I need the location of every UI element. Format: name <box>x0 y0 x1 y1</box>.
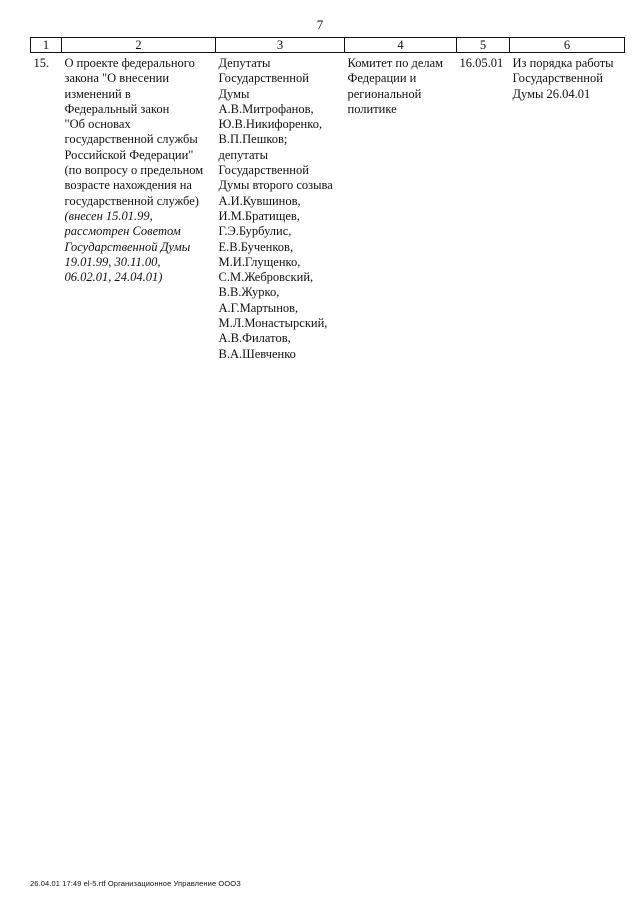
bill-title-line: Российской Федерации" <box>64 147 194 162</box>
author-line: Государственной <box>218 71 309 86</box>
author-line: А.И.Кувшинов, <box>218 193 301 208</box>
source-line: Из порядка работы <box>512 56 614 70</box>
bill-title-line: закона "О внесении <box>64 71 170 86</box>
committee-line: региональной <box>347 86 422 101</box>
column-header-4: 4 <box>345 38 457 53</box>
author-line: депутаты <box>218 147 269 162</box>
table-row <box>31 53 625 362</box>
author-line: С.М.Жебровский, <box>218 270 314 285</box>
row-number: 15. <box>33 56 50 70</box>
bill-title-line: (по вопросу о предельном <box>64 163 204 178</box>
bill-history-line: 06.02.01, 24.04.01) <box>64 270 163 285</box>
bill-history-line: рассмотрен Советом <box>64 224 181 239</box>
authors-cell <box>216 53 345 362</box>
bill-title-line: изменений в <box>64 86 131 101</box>
bill-title-line: О проекте федерального <box>64 56 195 70</box>
committee-line: Комитет по делам <box>347 56 444 70</box>
committee-line: политике <box>347 101 397 116</box>
column-header-2: 2 <box>62 38 216 53</box>
print-footer: 26.04.01 17:49 el-5.rtf Организационное Управление ОООЗ <box>30 879 241 888</box>
bill-history-line: Государственной Думы <box>64 239 191 254</box>
bill-title-line: государственной службы <box>64 132 198 147</box>
bill-title-line: Федеральный закон <box>64 101 170 116</box>
column-header-6: 6 <box>510 38 625 53</box>
author-line: А.Г.Мартынов, <box>218 300 299 315</box>
author-line: В.А.Шевченко <box>218 346 296 361</box>
bill-title-cell <box>62 53 216 362</box>
author-line: В.В.Журко, <box>218 285 280 300</box>
source-line: Государственной <box>512 71 603 86</box>
bill-history-line: (внесен 15.01.99, <box>64 208 153 223</box>
author-line: А.В.Митрофанов, <box>218 101 314 116</box>
page-number: 7 <box>316 17 324 32</box>
column-header-1: 1 <box>31 38 62 53</box>
author-line: В.П.Пешков; <box>218 132 288 147</box>
bill-history-line: 19.01.99, 30.11.00, <box>64 254 161 269</box>
author-line: Г.Э.Бурбулис, <box>218 224 292 239</box>
author-line: Е.В.Бученков, <box>218 239 294 254</box>
committee-cell <box>345 53 457 362</box>
author-line: Депутаты <box>218 56 271 70</box>
bill-title-line: "Об основах <box>64 117 131 132</box>
author-line: Думы второго созыва <box>218 178 333 193</box>
author-line: М.Л.Монастырский, <box>218 316 328 331</box>
date-cell: 16.05.01 <box>459 56 504 70</box>
bill-title-line: возрасте нахождения на <box>64 178 192 193</box>
agenda-table <box>30 37 625 362</box>
column-header-3: 3 <box>216 38 345 53</box>
bill-title-line: государственной службе) <box>64 193 199 208</box>
header-row <box>31 38 625 53</box>
author-line: М.И.Глущенко, <box>218 254 301 269</box>
source-cell <box>510 53 625 362</box>
column-header-5: 5 <box>457 38 510 53</box>
author-line: А.В.Филатов, <box>218 331 291 346</box>
source-line: Думы 26.04.01 <box>512 86 591 101</box>
author-line: Думы <box>218 86 250 101</box>
author-line: И.М.Братищев, <box>218 208 300 223</box>
author-line: Государственной <box>218 163 309 178</box>
author-line: Ю.В.Никифоренко, <box>218 117 323 132</box>
committee-line: Федерации и <box>347 71 417 86</box>
